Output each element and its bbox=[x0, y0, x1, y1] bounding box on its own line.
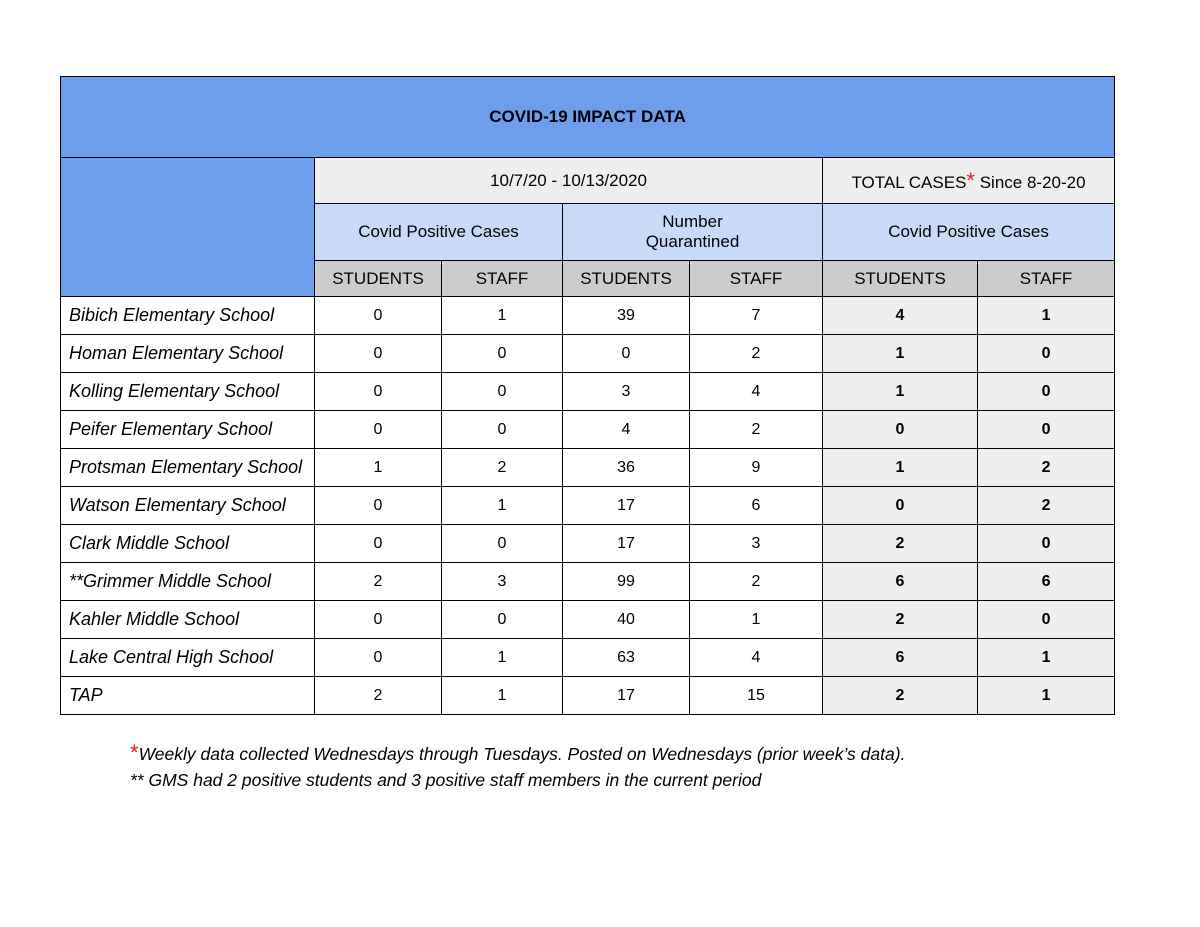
table-row bbox=[61, 487, 1115, 525]
pos-students-cell: 0 bbox=[315, 373, 442, 411]
tot-students-cell: 0 bbox=[823, 487, 978, 525]
q-staff-cell: 15 bbox=[690, 677, 823, 715]
tot-staff-cell: 0 bbox=[978, 373, 1115, 411]
school-name: Clark Middle School bbox=[61, 525, 315, 563]
pos-students-cell: 0 bbox=[315, 297, 442, 335]
table-row bbox=[61, 411, 1115, 449]
pos-staff-cell: 1 bbox=[442, 639, 563, 677]
table-row bbox=[61, 639, 1115, 677]
q-students-cell: 3 bbox=[563, 373, 690, 411]
pos-staff-cell: 1 bbox=[442, 677, 563, 715]
pos-staff-cell: 0 bbox=[442, 601, 563, 639]
school-name: **Grimmer Middle School bbox=[61, 563, 315, 601]
table-row bbox=[61, 373, 1115, 411]
tot-staff-cell: 6 bbox=[978, 563, 1115, 601]
pos-staff-cell: 0 bbox=[442, 525, 563, 563]
table-row bbox=[61, 601, 1115, 639]
tot-students-cell: 6 bbox=[823, 563, 978, 601]
tot-students-cell: 1 bbox=[823, 373, 978, 411]
column-header: STAFF bbox=[978, 261, 1115, 297]
tot-students-cell: 2 bbox=[823, 677, 978, 715]
q-students-cell: 36 bbox=[563, 449, 690, 487]
column-header: STUDENTS bbox=[315, 261, 442, 297]
q-students-cell: 17 bbox=[563, 525, 690, 563]
pos-staff-cell: 1 bbox=[442, 487, 563, 525]
period-header: 10/7/20 - 10/13/2020 bbox=[315, 158, 823, 204]
school-name: Kahler Middle School bbox=[61, 601, 315, 639]
q-staff-cell: 4 bbox=[690, 639, 823, 677]
school-name: Kolling Elementary School bbox=[61, 373, 315, 411]
pos-students-cell: 0 bbox=[315, 335, 442, 373]
tot-students-cell: 1 bbox=[823, 449, 978, 487]
table-row bbox=[61, 335, 1115, 373]
table-row bbox=[61, 297, 1115, 335]
q-staff-cell: 7 bbox=[690, 297, 823, 335]
q-students-cell: 40 bbox=[563, 601, 690, 639]
quarantined-line1: Number bbox=[662, 212, 723, 231]
pos-students-cell: 0 bbox=[315, 639, 442, 677]
tot-staff-cell: 1 bbox=[978, 639, 1115, 677]
tot-staff-cell: 0 bbox=[978, 601, 1115, 639]
footnote-1-text: Weekly data collected Wednesdays through Tuesdays. Posted on Wednesdays (prior week’s data). bbox=[138, 744, 906, 764]
q-students-cell: 17 bbox=[563, 677, 690, 715]
q-students-cell: 4 bbox=[563, 411, 690, 449]
column-header: STUDENTS bbox=[823, 261, 978, 297]
table-row bbox=[61, 563, 1115, 601]
q-staff-cell: 2 bbox=[690, 411, 823, 449]
table-row bbox=[61, 525, 1115, 563]
school-name: TAP bbox=[61, 677, 315, 715]
total-cases-since: Since 8-20-20 bbox=[974, 172, 1086, 192]
total-cases-header bbox=[823, 158, 1115, 204]
school-name: Bibich Elementary School bbox=[61, 297, 315, 335]
positive-cases-group-header: Covid Positive Cases bbox=[315, 204, 563, 261]
school-name: Protsman Elementary School bbox=[61, 449, 315, 487]
total-positive-group-header: Covid Positive Cases bbox=[823, 204, 1115, 261]
pos-students-cell: 2 bbox=[315, 677, 442, 715]
quarantined-group-header bbox=[563, 204, 823, 261]
asterisk-marker: * bbox=[966, 167, 975, 193]
q-staff-cell: 4 bbox=[690, 373, 823, 411]
q-staff-cell: 9 bbox=[690, 449, 823, 487]
tot-students-cell: 1 bbox=[823, 335, 978, 373]
tot-students-cell: 0 bbox=[823, 411, 978, 449]
q-staff-cell: 6 bbox=[690, 487, 823, 525]
pos-staff-cell: 1 bbox=[442, 297, 563, 335]
q-students-cell: 17 bbox=[563, 487, 690, 525]
pos-students-cell: 0 bbox=[315, 525, 442, 563]
pos-students-cell: 0 bbox=[315, 487, 442, 525]
tot-students-cell: 6 bbox=[823, 639, 978, 677]
tot-staff-cell: 1 bbox=[978, 677, 1115, 715]
quarantined-line2: Quarantined bbox=[645, 232, 740, 251]
pos-staff-cell: 0 bbox=[442, 373, 563, 411]
header-blank-cell bbox=[61, 158, 315, 297]
school-name: Lake Central High School bbox=[61, 639, 315, 677]
pos-staff-cell: 0 bbox=[442, 411, 563, 449]
asterisk-marker: * bbox=[130, 740, 139, 765]
school-name: Homan Elementary School bbox=[61, 335, 315, 373]
q-staff-cell: 2 bbox=[690, 335, 823, 373]
pos-students-cell: 0 bbox=[315, 411, 442, 449]
q-students-cell: 63 bbox=[563, 639, 690, 677]
table-row bbox=[61, 677, 1115, 715]
tot-staff-cell: 0 bbox=[978, 525, 1115, 563]
pos-staff-cell: 3 bbox=[442, 563, 563, 601]
school-name: Watson Elementary School bbox=[61, 487, 315, 525]
covid-impact-table bbox=[60, 76, 1115, 715]
q-staff-cell: 1 bbox=[690, 601, 823, 639]
tot-staff-cell: 2 bbox=[978, 487, 1115, 525]
column-header: STUDENTS bbox=[563, 261, 690, 297]
total-cases-label: TOTAL CASES bbox=[851, 172, 967, 192]
tot-staff-cell: 0 bbox=[978, 335, 1115, 373]
q-students-cell: 39 bbox=[563, 297, 690, 335]
table-title: COVID-19 IMPACT DATA bbox=[61, 77, 1115, 158]
pos-staff-cell: 0 bbox=[442, 335, 563, 373]
tot-staff-cell: 2 bbox=[978, 449, 1115, 487]
footnotes bbox=[130, 740, 905, 793]
footnote-2: ** GMS had 2 positive students and 3 positive staff members in the current period bbox=[130, 770, 762, 790]
table-row bbox=[61, 449, 1115, 487]
tot-students-cell: 2 bbox=[823, 601, 978, 639]
tot-staff-cell: 1 bbox=[978, 297, 1115, 335]
q-staff-cell: 2 bbox=[690, 563, 823, 601]
column-header: STAFF bbox=[690, 261, 823, 297]
pos-students-cell: 0 bbox=[315, 601, 442, 639]
pos-staff-cell: 2 bbox=[442, 449, 563, 487]
pos-students-cell: 2 bbox=[315, 563, 442, 601]
q-students-cell: 99 bbox=[563, 563, 690, 601]
tot-staff-cell: 0 bbox=[978, 411, 1115, 449]
pos-students-cell: 1 bbox=[315, 449, 442, 487]
school-name: Peifer Elementary School bbox=[61, 411, 315, 449]
footnote-1 bbox=[130, 740, 905, 767]
column-header: STAFF bbox=[442, 261, 563, 297]
tot-students-cell: 2 bbox=[823, 525, 978, 563]
tot-students-cell: 4 bbox=[823, 297, 978, 335]
q-students-cell: 0 bbox=[563, 335, 690, 373]
q-staff-cell: 3 bbox=[690, 525, 823, 563]
